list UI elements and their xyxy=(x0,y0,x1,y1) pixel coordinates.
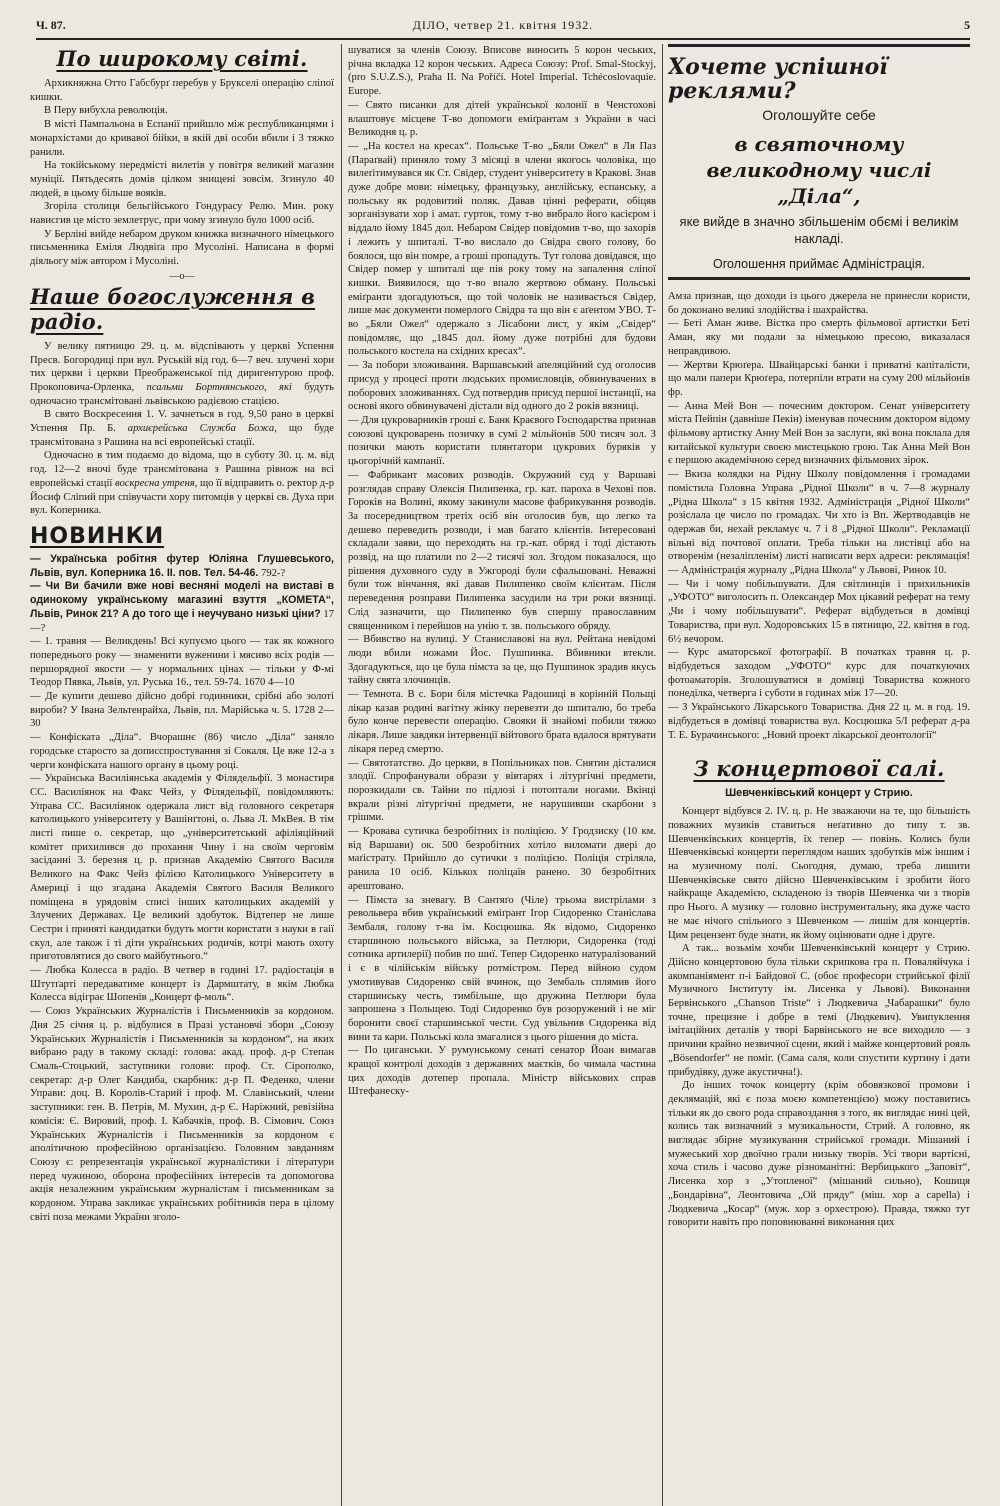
advertisement-box xyxy=(668,44,970,280)
section-heading-concert: З концертової салі. xyxy=(693,756,945,782)
page-header xyxy=(36,12,970,40)
news-item: — Пімста за зневагу. В Сантяґо (Чіле) трьома вистрілами з револьвера вбив український еміґрант Ігор Сидоренко Станіслава Зембаля, голову т-ва ім. Косцюшка. Як відомо, Сидоренко старшиною польського війська, за Петлюри, Сидоренка (тоді сотника артилерії) побив по шиї. Тепер Сидоренко натуралізований і є в чілійськім війську ротмістром. Перед війною судом умотивував Сидоренко свій вчинок, що Зембаль сплямив його старшинську честь, тимбільше, що дружина Петлюри була запрошена з Польщею. Тоді Сидоренко був розоружений і не міг боронити своєї старшинської чести. Суд увільнив Сидоренка від вини та кари. Польські кола змагалися з цього рішення до міста. xyxy=(348,894,656,1043)
column-rule xyxy=(662,44,663,1506)
news-item: Амза признав, що доходи із цього джерела не принесли користи, бо доконано великі злодійства і шахрайства. xyxy=(668,291,970,316)
news-item: — Святотатство. До церкви, в Попільниках пов. Снятин дісталися злодії. Спрофанували образи у вівтарях і літургічні предмети, порозкидали св. Тайни по підлозі і потоптали ногами. Вкінці вкрали різні літургічні предмети, не нарушивши скарбони з грішми. xyxy=(348,757,656,824)
article-paragraph: У велику пятницю 29. ц. м. відспівають у церкві Успення Пресв. Богородиці при вул. Руській від год. 6—7 веч. злучені хори тих церкви і церкви Преображенської під диригентурою проф. Прокоповича-Орленка, псальми Бортнянського, які будуть одночасно трансмітовані львівською радієвою стацією. xyxy=(30,340,334,407)
news-item: — Вбивство на вулиці. У Станиславові на вул. Рейтана невідомі люди вбили ножами Йос. Пушпинка. Вбивники втекли. Здогадуються, що це була пімста за це, що Пушпинок зрадив якусь тайну свята злочинців. xyxy=(348,634,656,687)
news-item: — Українська Василіянська академія у Філядельфії. 3 монастиря СС. Василіянок на Факс Чейз, у Філядельфії, повідомляють: Управа СС. Василіянок одержала лист від головного секретаря католицького університету у Вашінґтоні, о. Льва Л. МкВея. В тім листі пише о. секретар, що „університетський афіліяційний комітет прихилився до прохання Чину і на своїм черговім засіданні 3. березня ц. р. признав Академію Святого Василя Великого на Факс Чейз філією Католицького Університету в Америці і що згадана Академія Святого Василя Великого поміщена в урядовім списі інших католицьких академій у Злучених Державах. Це великий здобуток. Відтепер не лише Сестри і приняті кандидатки будуть могти користати з науки в гаії скул, але також і ті діти українських родичів, котрі мають охоту приготовлятися до свого майбутнього.“ xyxy=(30,773,334,963)
news-item: — Анна Мей Вон — почесним доктором. Сенат університету міста Пейпін (давніше Пекін) іменував почесним доктором відому фільмову артистку Анну Мей Вон за заслуги, які вона поклала для китайської культури своєю мистецькою грою. Так Анна Мей Вон є першою академічною серед визначних фільмових зірок. xyxy=(668,400,970,467)
article-paragraph: А так... возьмім хочби Шевченківський концерт у Стрию. Дійсно концертовою була тільки скрипкова гра п. Поваляйчука і акомпаніямент п-і Байдової С. (обоє професори стрийської філії Музичного Інституту ім. Лисенка у Львові). Виконання Бервінського „Chanson Triste“ і Людкевича „Чабарашки“ було точне, прецизне і добре в темі (Людкевич). Увипуклення імітаційних деталів у творі Барвінського не все виходило — з причини крайно незвичної сцени, який і майже концертовий рояль „Bösendorfer“ не поміг. (Сама саля, коли спустити куртину і дати прибудівку, дуже акустична!). xyxy=(668,943,970,1078)
news-item: — Свято писанки для дітей української колонії в Ченстохові влаштовує місцеве Т-во допомоги еміґрантам з України в часі Великодня ц. р. xyxy=(348,99,656,139)
news-item: — Кровава сутичка безробітних із поліцією. У Гродзиску (10 км. від Варшави) ок. 500 безробітних хотіло виломати двері до маґістрату. Прийшло до сутички з поліцією. Поліція стріляла, ранила 10 осіб. Кількох поліцаїв ранено. 30 безробітних арештовано. xyxy=(348,826,656,892)
news-item: — За побори зложивання. Варшавський апеляційний суд оголосив присуд у процесі проти людських промисловців, обвинувачених в поборових зложиваннях. Суд потвердив присуд першої інстанції, на основі якого обвинувачені дістали від одного до 2 років вязниці. xyxy=(348,360,656,413)
column-3 xyxy=(668,44,970,1506)
news-item: В Перу вибухла революція. xyxy=(44,105,168,117)
news-item: — 1. травня — Великдень! Всі купуємо цього — так як кожного попереднього року — знаменити вуженини і мясиво всіх родів — першорядної якости — у нормальних цінах — тільки у Ф-мі Теодор Пявка, Львів, ул. Руська 16., тел. 59-74. 1670 4—10 xyxy=(30,636,334,689)
news-item: — Фабрикант масових розводів. Окружний суд у Варшаві розглядав справу Олексія Пилипенка, гр. кат. пароха в Чехові пов. Гороків на Волині, якому закинули масове фабрикування розводів. За посередництвом третіх осіб він оголосив був, що легко та дешево переведить розводи, і мав багато клієнтів. Інтересовані складали заяви, що переходять на гр.-кат. обряд і тоді дістають розвід, на що платили по 2—2 тисячі зол. Згодом показалося, що рішення духовного суду в Ужгороді були сфальшовані. Неважні були тож вінчання, які давав Пилипенко своїм клієнтам. Після переведення розправи Пилипенка засудили на три роки вязниці. Слід зазначити, що Пилипенко був спершу православним священником і перейшов на унію т. зв. польського обряду. xyxy=(348,469,656,632)
issue-number: Ч. 87. xyxy=(36,18,66,32)
news-item: — Любка Колесса в радіо. В четвер в годині 17. радіостація в Штутґарті передаватиме концерт із Дармштату, в якім Любка Колесса відіграє Шопенів „Концерт ф-моль“. xyxy=(30,965,334,1004)
news-item: Згоріла столиця бельгійського Гондурасу Релю. Мин. року нависгив це місто землетрус, при чому згинуло було 1000 осіб. xyxy=(30,201,334,227)
section-heading-news: НОВИНКИ xyxy=(30,523,165,549)
news-item: У Берліні вийде небаром друком книжка визначного німецького письменника Еміля Людвіґа про Мусоліні. Написана в формі діяльогу між автором і Мусоліні. xyxy=(30,228,334,268)
news-item: — Конфіската „Діла“. Вчорашнє (86) число „Діла“ заняло городське старосто за дописспростування зі Сокаля. Це вже 12-а з черги конфіската нашого органу в цьому році. xyxy=(30,732,334,771)
news-item: — Жертви Крюґера. Швайцарські банки і приватні капіталісти, що мали папери Крюґера, потерпіли втрати на суму 200 мільйонів фр. xyxy=(668,359,970,398)
page-number: 5 xyxy=(964,18,970,32)
news-item: — Чи і чому побільшувати. Для світлинців і прихильників „УФОТО“ виголосить п. Олександер Мох цікавий реферат на тему „Чи і чому побільшувати“. Реферат відбудеться в домівці Товариства, при вул. Ходоровських 15 в пятницю, 22. квітня в год. 6½ вечором. xyxy=(668,578,970,645)
news-item: — Чи Ви бачили вже нові весняні моделі на виставі в одинокому українському магазині взуття „КОМЕТА“, Львів, Ринок 21? А до того ще і неучувано низькі ціни? 17—? xyxy=(30,580,334,634)
ad-contact: Оголошення приймає Адміністрація. xyxy=(713,257,925,271)
news-item: Архикняжна Отто Габсбурґ перебув у Брукселі операцію сліпої кишки. xyxy=(30,78,334,103)
news-item: — По циганськи. У румунському сенаті сенатор Йоан вимагав кращої контролі доходів з державних маєтків, бо чимала частина цих доходів дотепер пропала. Міністр військових справ Штефанеску- xyxy=(348,1045,656,1098)
separator: —о— xyxy=(169,270,195,282)
column-2 xyxy=(348,44,656,1506)
news-item: — Вкиза колядки на Рідну Школу повідомлення і громадами помістила Головна Управа „Рідної Школи“ в ч. 7—8 журналу „Рідна Школа“ з 15 квітня 1932. Адміністрація „Рідної Школи“ розіслала це число по громадах. Чи хто із Вп. Жертводавців не одержав би, нехай рекламує ч. 7 і 8 „Рідної Школи“. Рекламації вільні від почтової оплати. Треба тільки на листівці або на отворенім (незаліпленім) листі написати верх адреси: реклямація! — Адміністрація журналу „Рідна Школа“ у Львові, Ринок 10. xyxy=(668,469,970,577)
ad-note: яке вийде в значно збільшенім обємі і великім накладі. xyxy=(679,214,959,246)
ad-subline: Оголошуйте себе xyxy=(762,107,876,123)
ad-headline: Хочете успішної реклями? xyxy=(668,54,888,104)
news-item: На токійському передмісті вилетів у повітря великий магазин муніції. Пятьдесять домів цілком знищені зовсім. Згинуло 40 людей, в цьому більше вояків. xyxy=(30,160,334,199)
column-rule xyxy=(341,44,342,1506)
news-item: — Беті Аман живе. Вістка про смерть фільмової артистки Беті Аман, яку ми подали за німецькою пресою, виказалася неправдивою. xyxy=(668,318,970,357)
article-paragraph: Одночасно в тим подаємо до відома, що в суботу 30. ц. м. від год. 12—2 вночі буде трансмітована з Рашина рівнож на всі европейські стації воскресна утреня, що її відправить о. ректор д-р Йосиф Сліпий при співучасти хору питомців у церкві св. Духа при вул. Коперника. xyxy=(30,450,334,517)
news-item: — Союз Українських Журналістів і Письменників за кордоном. Дня 25 січня ц. р. відбулися в Празі установчі збори „Союзу Українських Журналістів і Письменників за кордоном“, на яких вибрано раду в такому складі: голова: акад. проф. д-р Степан Смаль-Стоцький, заступники голови: проф. Ст. Сірополко, секретар: д-р Олег Кандиба, скарбник: д-р П. Феденко, члени Управи: доц. В. Королів-Старий і проф. М. Славінський, члени заступники: ген. В. Петрів, М. Мухин, д-р Є. Наріжний, ревізійна комісія: Є. Вировий, проф. І. Кабачків, проф. В. Сімович. Союз Українських Журналістів і Письменників за кордоном є аполітичною професійною організацією. Головним завданням Союзу є: репрезентація української журналістики і літератури перед чужиною, оборона професійних інтересів та допомогова акція незалежним українським журналістам і письменникам за кордоном. Управа закликає українських робітників пера в цілому світі поза межами України зголо- xyxy=(30,1006,334,1223)
column-1 xyxy=(30,44,334,1506)
news-item: — З Українського Лікарського Товариства. Дня 22 ц. м. в год. 19. відбудеться в домівці товариства вул. Косцюшка 5/І реферат д-ра Т. Е. Бурачинського: „Новий проект лікарської деонтології“ xyxy=(668,702,970,741)
article-paragraph: Концерт відбувся 2. IV. ц. р. Не зважаючи на те, що більшість поважних музиків ставиться неґативно до типу т. зв. Шевченківських концертів, їх тепер — повінь. Колись були Шевченківські концерти переглядом наших здобутків між іншим і на музичному полі. Сьогодня, думаю, треба лишити Шевченківське свято дійсно Шевченківським і зробити його найкраще Академією, складеною із творів Шевченка чи з творів про Нього. А музику — головно інструментальну, яка дуже часто не має нічого спільного з Шевченком — лишім для концертів. Цим рецензент буде знати, як йому оцінювати одне і друге. xyxy=(668,806,970,941)
news-item: — Курс аматорської фотографії. В початках травня ц. р. відбудеться заходом „УФОТО“ курс для початкуючих фотоаматорів. Зголошуватися в домівці Товариства кожного понеділка, четверга і суботи в годинах між 17—20. xyxy=(668,647,970,700)
news-item: — Темнота. В с. Бори біля містечка Радошиці в корінній Польщі лікар казав родині вагітну жінку перевезти до шпиталю, бо треба було конче перевести операцію. Свояки й знайомі побили тяжко лікаря. Лише завдяки інтервенції війтового брата вдалося врятувати лікаря перед смертю. xyxy=(348,689,656,755)
news-item: В місті Пампальона в Еспанії прийшло між республиканцями і монархістами до кривавої бійки, в якій дві особи вбили і 3 тяжко ранили. xyxy=(30,119,334,158)
ad-feature: в святочному великодному числі „Діла“, xyxy=(706,132,932,208)
article-subheading: Шевченківський концерт у Стрию. xyxy=(725,787,913,800)
news-item: — Де купити дешево дійсно добрі годинники, срібні або золоті вироби? У Івана Зельтенрайха, Львів, пл. Марійська ч. 5. 1728 2—30 xyxy=(30,691,334,730)
news-item: шуватися за членів Союзу. Вписове виносить 5 корон чеських, річна вкладка 12 корон чеських. Адреса Союзу: Prof. Smal-Stockyj, (pro S.U.Z.S.), Praha II. Na Poříčí. Hotel Imperial. Tchécoslovaquie. Europe. xyxy=(348,45,656,98)
article-paragraph: До інших точок концерту (крім обовязкової промови і деклямацій, які є поза моєю компетенцією) можу поставитись тільки як до свого рода справоздання з того, як виглядає нині цей, колись так визначний з музикальности, Стрий. А головно, як виглядає збірне музикування стрийської громади. Мішаний і мужеський хор двоїчно грали низьку творів. Усі твори вартісні, хоча стиль і часово дуже різноманітні: Вербицького „Заповіт“, Лисенка хор з „Утопленої“ (мішаний сильно), Кошиця „Бондарівна“, Леонтовича „Ой пряду“ (міш. хор а capella) і Людкевича „Косар“ (муж. хор з орхестрою). Правда, тяжко тут говорити навіть про поповнюванні виконання цих xyxy=(668,1080,970,1229)
masthead-date: ДІЛО, четвер 21. квітня 1932. xyxy=(412,18,594,32)
news-item: — „На костел на кресах“. Польське Т-во „Бяли Ожел“ в Ля Паз (Параґвай) приняло тому 3 місяці в члени якогось чоловіка, що вилеґітимувався як Ст. Свідер, студент університету в Кракові. Знав дуже добре мови: німецьку, французьку, англійську, еспанську, а польську як родовитий поляк. Давав цінні реферати, обіцяв зорганізувати хор і амат. гурток, тому т-во вибрало його касієром і віддало йому 1845 дол. Небаром Свідер повідомив т-во, що захорів і лежить у шпиталі. Т-во вислало до Свідра свого голову, бо боялося, що він помре, а гроші пропадуть. Тут голова довідався, що Свідер помер у шпиталі ще пів року тому на запалення сліпої кишки. Виявилося, що т-во впало жертвою обману. Польські еміґранти здогадуються, що той чоловік не називається Свідер, лише має документи померлого Свідра та що він є аґентом УВО. Т-во „Бяли Ожел“ одержало з Лісабони лист, у якім „Свідер“ повідомляє, що „1845 дол. йому дуже потрібні для будови польського костела на східних кресах“. xyxy=(348,140,656,358)
section-heading-world: По широкому світі. xyxy=(56,46,308,71)
news-item: — Для цукроварників гроші є. Банк Краєвого Господарства признав союзові цукроварень позичку в сумі 2 мільйонів 500 тисяч зол. З позички мають користати плянтатори цукрових буряків у цьогорічній кампанії. xyxy=(348,414,656,468)
article-paragraph: В свято Воскресення 1. V. зачнеться в год. 9,50 рано в церкві Успення Пр. Б. архиєрейська Служба Божа, що буде трансмітована з Рашина на всі европейські стації. xyxy=(30,409,334,448)
news-item: — Українська робітня футер Юліяна Глушевського, Львів, вул. Коперника 16. II. пов. Тел. 54-46. 792-? xyxy=(30,552,334,579)
section-heading-radio: Наше богослуження в радіо. xyxy=(30,283,316,334)
